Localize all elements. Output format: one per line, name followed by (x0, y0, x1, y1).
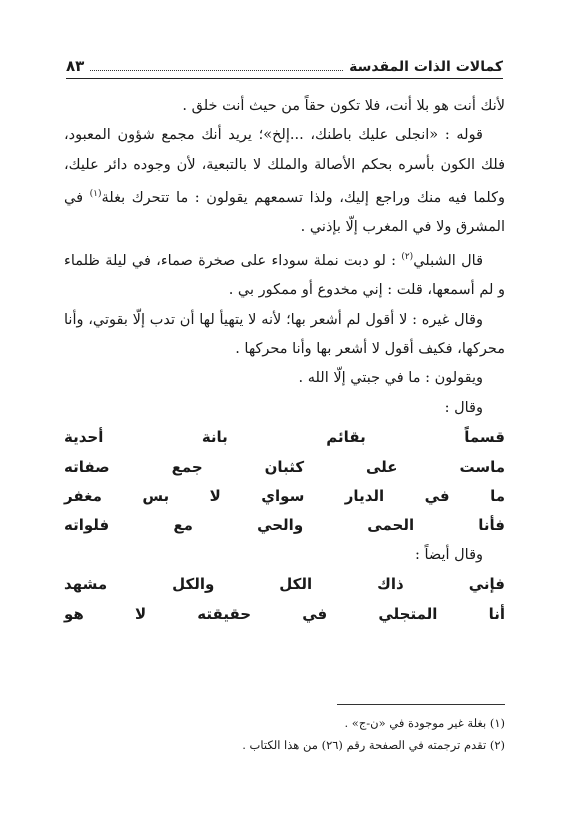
paragraph: وقال غيره : لا أقول لم أشعر بها؛ لأنه لا يتهيأ لها أن تدب إلّا بقوتي، وأنا محركها، فكيف أقول لا أشعر بها وأنا محركها . (64, 311, 505, 357)
verse-line: أنا المتجلي في حقيقته لا هو (64, 604, 505, 623)
verse-line: قسماً بقائم بانة أحدية (64, 428, 505, 447)
footnote-separator (337, 704, 505, 705)
verse-line: فإني ذاك الكل والكل مشهد (64, 575, 505, 594)
verse-line: فأنا الحمى والحي مع فلواته (64, 516, 505, 535)
paragraph: لأنك أنت هو بلا أنت، فلا تكون حقاً من حيث أنت خلق . (182, 98, 505, 114)
paragraph-text: قال الشبلي (413, 252, 483, 269)
verse-line: ما في الديار سواي لا بس مغفر (64, 486, 505, 505)
running-header (66, 52, 503, 79)
header-title: كمالات الذات المقدسة (349, 59, 503, 75)
main-text (64, 92, 505, 629)
page-number: ٨٣ (66, 57, 85, 75)
paragraph-text: : لو دبت نملة سوداء على صخرة صماء، في ليلة ظلماء و لم أسمعها، قلت : إني مخدوع أو ممكور بي . (64, 252, 505, 299)
footnotes (64, 712, 505, 756)
paragraph-text: في المشرق ولا في المغرب إلّا بإذني . (64, 190, 505, 236)
paragraph: وقال : (444, 399, 483, 416)
footnote: (١) بغلة غير موجودة في «ن-ج» . (344, 716, 505, 730)
paragraph (64, 243, 505, 306)
paragraph: ويقولون : ما في جبتي إلّا الله . (298, 370, 483, 387)
footnote: (٢) تقدم ترجمته في الصفحة رقم (٢٦) من هذا الكتاب . (242, 738, 505, 752)
paragraph-text: قوله : «انجلى عليك باطنك، ...إلخ»؛ يريد أنك مجمع شؤون المعبود، فلك الكون بأسره بحكم الأصالة والملك لا بالتبعية، لأن وجوده دائر عليك، وكلما فيه منك وراجع إليك، ولذا تسمعهم يقولون : ما تتحرك بغلة (64, 127, 506, 207)
paragraph (64, 121, 505, 242)
footnote-ref: (٢) (401, 251, 414, 262)
verse-line: ماست على كثبان جمع صفاته (64, 457, 505, 476)
footnote-ref: (١) (89, 189, 102, 200)
paragraph: وقال أيضاً : (414, 546, 483, 563)
header-leader-dots (90, 69, 343, 71)
